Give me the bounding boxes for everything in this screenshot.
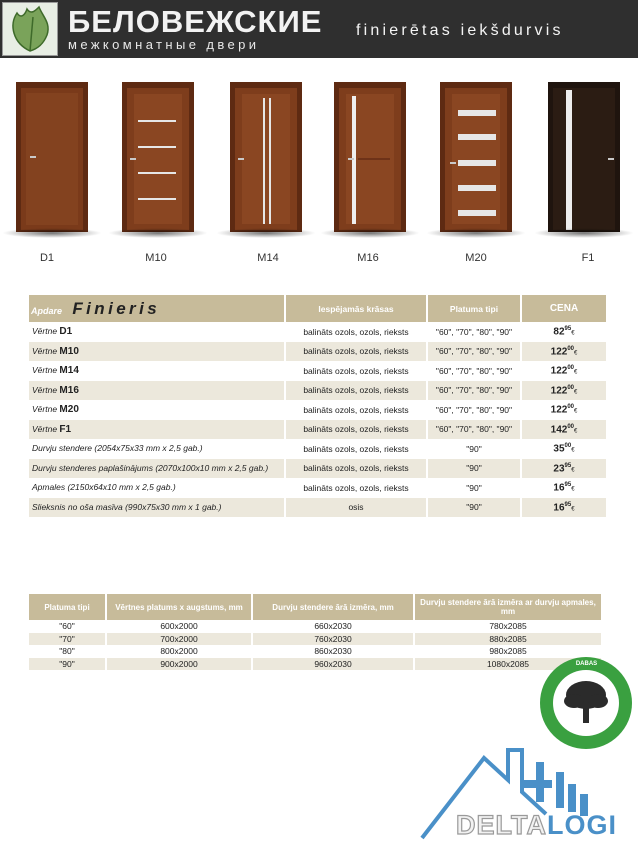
price-item-colors: balināts ozols, ozols, rieksts	[286, 322, 426, 342]
price-row	[29, 400, 606, 420]
dimension-cell: 880x2085	[415, 633, 601, 646]
price-row	[29, 420, 606, 440]
dimension-cell: "60"	[29, 620, 105, 633]
oak-leaf-logo	[2, 2, 58, 56]
dimension-cell: 700x2000	[107, 633, 251, 646]
price-item-widths: "60", "70", "80", "90"	[428, 342, 520, 362]
price-item-colors: balināts ozols, ozols, rieksts	[286, 400, 426, 420]
price-item-colors: balināts ozols, ozols, rieksts	[286, 342, 426, 362]
dimension-cell: 980x2085	[415, 645, 601, 658]
dimension-cell: 800x2000	[107, 645, 251, 658]
price-row	[29, 478, 606, 498]
price-row	[29, 342, 606, 362]
dimension-row	[29, 633, 601, 646]
dim-header-frame-trim-size: Durvju stendere ārā izmēra ar durvju apmales, mm	[415, 594, 601, 620]
price-item-colors: osis	[286, 498, 426, 518]
dimension-cell: 660x2030	[253, 620, 413, 633]
dimension-row	[29, 620, 601, 633]
price-row	[29, 322, 606, 342]
delta-brand-text: DELTA	[456, 810, 547, 840]
badge-text: DABAS	[575, 661, 598, 667]
door-label-d1: D1	[39, 252, 55, 264]
dimension-row	[29, 645, 601, 658]
price-item-price: $16^{95}€$	[522, 498, 606, 518]
dimension-cell: "90"	[29, 658, 105, 671]
price-item-widths: "60", "70", "80", "90"	[428, 361, 520, 381]
price-header-finish: Apdare Finieris	[29, 295, 284, 322]
price-row	[29, 361, 606, 381]
price-item-price: $35^{00}€$	[522, 439, 606, 459]
door-m20-image	[440, 82, 512, 238]
price-item-price: $142^{00}€$	[522, 420, 606, 440]
brand-title: БЕЛОВЕЖСКИЕ	[68, 4, 323, 39]
price-item-widths: "60", "70", "80", "90"	[428, 420, 520, 440]
dim-header-frame-size: Durvju stendere ārā izmēra, mm	[253, 594, 413, 620]
door-label-m16: M16	[357, 252, 379, 264]
dimension-cell: "70"	[29, 633, 105, 646]
door-label-m20: M20	[465, 252, 487, 264]
dim-header-widths: Platuma tipi	[29, 594, 105, 620]
natural-product-badge	[538, 655, 635, 752]
dimension-cell: 860x2030	[253, 645, 413, 658]
price-table	[27, 295, 608, 517]
price-row	[29, 439, 606, 459]
tagline: finierētas iekšdurvis	[356, 22, 564, 39]
door-f1-image	[548, 82, 620, 238]
price-header-price: CENA	[522, 295, 606, 322]
door-d1-image	[16, 82, 88, 238]
price-row	[29, 381, 606, 401]
price-item-colors: balināts ozols, ozols, rieksts	[286, 420, 426, 440]
deltalogi-logo	[418, 740, 638, 845]
dimension-cell: 960x2030	[253, 658, 413, 671]
price-item-widths: "90"	[428, 478, 520, 498]
price-item-name: Apmales (2150x64x10 mm x 2,5 gab.)	[29, 478, 284, 498]
door-m16-image	[334, 82, 406, 238]
price-item-price: $23^{95}€$	[522, 459, 606, 479]
price-item-widths: "90"	[428, 439, 520, 459]
price-item-colors: balināts ozols, ozols, rieksts	[286, 459, 426, 479]
price-header-widths: Platuma tipi	[428, 295, 520, 322]
price-item-widths: "60", "70", "80", "90"	[428, 381, 520, 401]
price-row	[29, 459, 606, 479]
dimension-cell: 780x2085	[415, 620, 601, 633]
price-item-name: Vērtne F1	[29, 420, 284, 440]
price-item-widths: "60", "70", "80", "90"	[428, 400, 520, 420]
price-item-price: $122^{00}€$	[522, 342, 606, 362]
price-header-colors: Iespējamās krāsas	[286, 295, 426, 322]
price-item-widths: "90"	[428, 459, 520, 479]
door-m14-image	[230, 82, 302, 238]
price-item-name: Vērtne M20	[29, 400, 284, 420]
price-item-name: Vērtne D1	[29, 322, 284, 342]
price-item-name: Vērtne M14	[29, 361, 284, 381]
dimension-cell: "80"	[29, 645, 105, 658]
price-item-colors: balināts ozols, ozols, rieksts	[286, 478, 426, 498]
price-item-price: $122^{00}€$	[522, 381, 606, 401]
price-item-colors: balināts ozols, ozols, rieksts	[286, 439, 426, 459]
door-label-m10: M10	[145, 252, 167, 264]
price-item-price: $122^{00}€$	[522, 400, 606, 420]
price-item-price: $122^{00}€$	[522, 361, 606, 381]
brand-subtitle: межкомнатные двери	[68, 37, 260, 52]
dimension-row	[29, 658, 601, 671]
price-item-name: Slieksnis no oša masīva (990x75x30 mm x 1 gab.)	[29, 498, 284, 518]
door-m10-image	[122, 82, 194, 238]
price-item-price: $16^{95}€$	[522, 478, 606, 498]
door-label-f1: F1	[581, 252, 595, 264]
dimension-cell: 900x2000	[107, 658, 251, 671]
price-item-name: Vērtne M10	[29, 342, 284, 362]
price-item-widths: "60", "70", "80", "90"	[428, 322, 520, 342]
header-banner	[0, 0, 638, 58]
dimension-cell: 1080x2085	[415, 658, 601, 671]
dim-header-leaf-size: Vērtnes platums x augstums, mm	[107, 594, 251, 620]
dimension-table	[27, 594, 603, 670]
price-item-widths: "90"	[428, 498, 520, 518]
price-item-colors: balināts ozols, ozols, rieksts	[286, 361, 426, 381]
price-item-name: Vērtne M16	[29, 381, 284, 401]
price-item-price: $82^{95}€$	[522, 322, 606, 342]
price-row	[29, 498, 606, 518]
dimension-cell: 760x2030	[253, 633, 413, 646]
price-item-name: Durvju stendere (2054x75x33 mm x 2,5 gab.)	[29, 439, 284, 459]
logi-brand-text: LOGI	[546, 810, 617, 840]
price-item-colors: balināts ozols, ozols, rieksts	[286, 381, 426, 401]
dimension-cell: 600x2000	[107, 620, 251, 633]
door-label-m14: M14	[257, 252, 279, 264]
price-item-name: Durvju stenderes paplašinājums (2070x100x10 mm x 2,5 gab.)	[29, 459, 284, 479]
